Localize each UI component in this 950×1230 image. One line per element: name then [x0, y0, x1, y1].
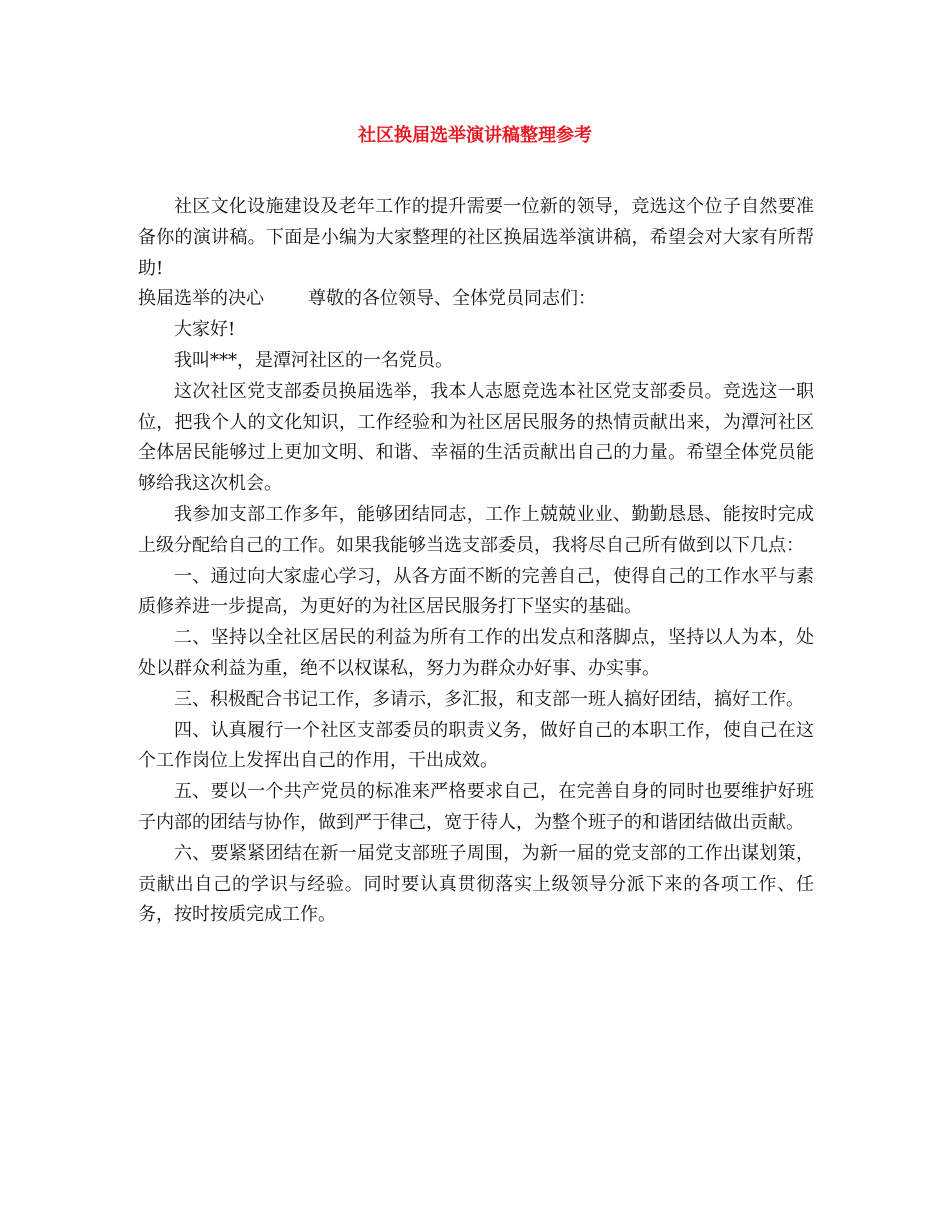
intro-paragraph: 社区文化设施建设及老年工作的提升需要一位新的领导，竞选这个位子自然要准备你的演讲稿。下面是小编为大家整理的社区换届选举演讲稿，希望会对大家有所帮助! [138, 196, 814, 279]
paragraph: 大家好! [174, 319, 236, 341]
paragraph: 四、认真履行一个社区支部委员的职责义务，做好自己的本职工作，使自己在这个工作岗位上发挥出自己的作用，干出成效。 [138, 719, 814, 772]
paragraph: 我参加支部工作多年，能够团结同志，工作上兢兢业业、勤勤恳恳、能按时完成上级分配给自己的工作。如果我能够当选支部委员，我将尽自己所有做到以下几点： [138, 503, 814, 556]
paragraph: 三、积极配合书记工作，多请示，多汇报，和支部一班人搞好团结，搞好工作。 [174, 688, 804, 710]
paragraph: 五、要以一个共产党员的标准来严格要求自己，在完善自身的同时也要维护好班子内部的团结与协作，做到严于律己，宽于待人，为整个班子的和谐团结做出贡献。 [138, 781, 814, 833]
paragraph: 六、要紧紧团结在新一届党支部班子周围，为新一届的党支部的工作出谋划策，贡献出自己的学识与经验。同时要认真贯彻落实上级领导分派下来的各项工作、任务，按时按质完成工作。 [138, 842, 814, 926]
salutation: 尊敬的各位领导、全体党员同志们： [308, 288, 596, 310]
paragraph: 二、坚持以全社区居民的利益为所有工作的出发点和落脚点，坚持以人为本，处处以群众利益为重，绝不以权谋私，努力为群众办好事、办实事。 [138, 627, 814, 679]
paragraph: 一、通过向大家虚心学习，从各方面不断的完善自己，使得自己的工作水平与素质修养进一步提高，为更好的为社区居民服务打下坚实的基础。 [138, 565, 814, 618]
document-title: 社区换届选举演讲稿整理参考 [358, 125, 592, 146]
heading-line [138, 284, 814, 315]
paragraph: 这次社区党支部委员换届选举，我本人志愿竞选本社区党支部委员。竞选这一职位，把我个人的文化知识，工作经验和为社区居民服务的热情贡献出来，为潭河社区全体居民能够过上更加文明、和谐、幸福的生活贡献出自己的力量。希望全体党员能够给我这次机会。 [138, 380, 814, 495]
paragraph: 我叫***，是潭河社区的一名党员。 [174, 349, 453, 371]
section-heading: 换届选举的决心 [138, 288, 264, 310]
document-body [138, 192, 814, 931]
